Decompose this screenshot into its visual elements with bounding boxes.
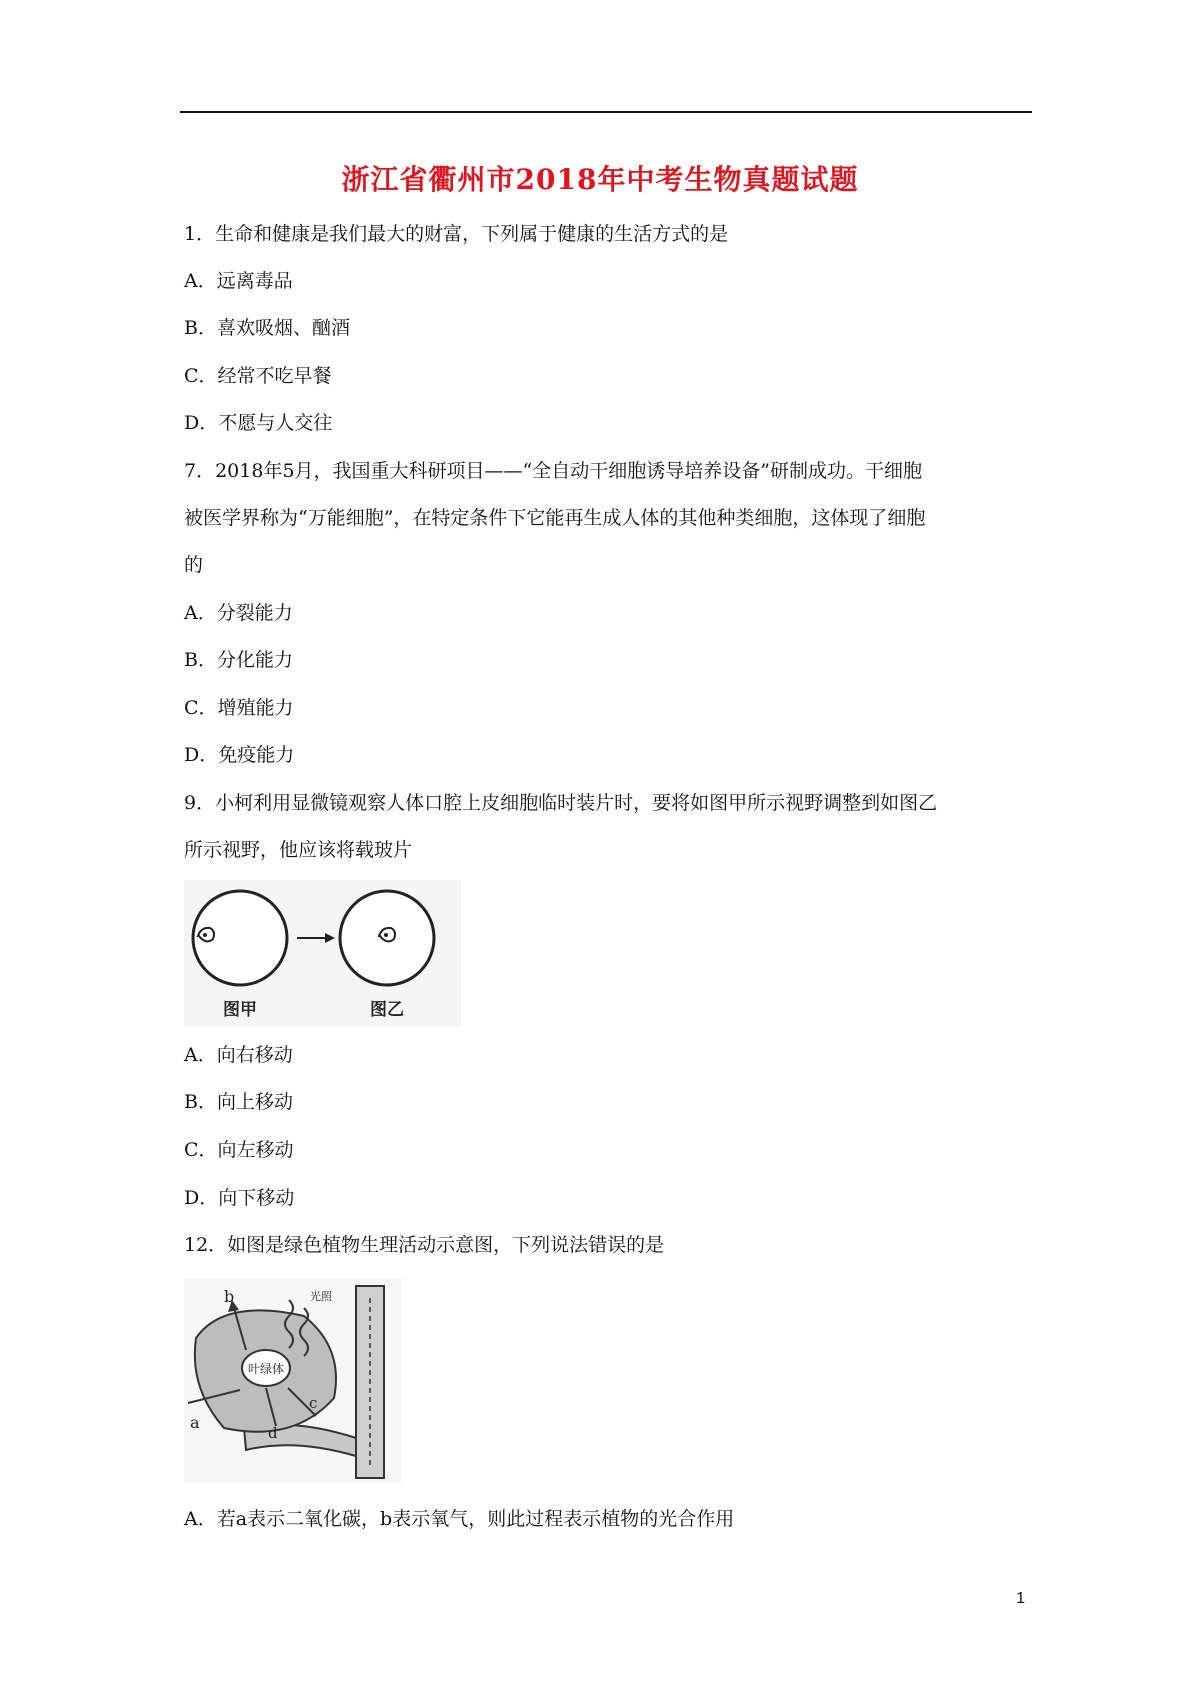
q12-stem: 12．如图是绿色植物生理活动示意图，下列说法错误的是 (184, 1234, 665, 1256)
q1-option-d: D．不愿与人交往 (184, 412, 333, 434)
q7-stem-line2: 被医学界称为“万能细胞”，在特定条件下它能再生成人体的其他种类细胞，这体现了细胞 (184, 507, 926, 529)
q9-option-d: D．向下移动 (184, 1187, 295, 1209)
q1-option-a: A．远离毒品 (184, 270, 293, 292)
q1-option-c: C．经常不吃早餐 (184, 365, 332, 387)
cell-nucleus-left (203, 933, 207, 937)
page-title: 浙江省衢州市2018年中考生物真题试题 (341, 163, 859, 196)
q9-option-c: C．向左移动 (184, 1139, 294, 1161)
q1-option-b: B．喜欢吸烟、酗酒 (184, 317, 350, 339)
header-rule (180, 111, 1032, 113)
field-circle-left (193, 891, 287, 985)
label-a: a (190, 1413, 200, 1432)
q9-option-a: A．向右移动 (184, 1044, 293, 1066)
q7-option-c: C．增殖能力 (184, 697, 294, 719)
chloroplast-label: 叶绿体 (247, 1362, 285, 1376)
cell-nucleus-right (384, 933, 388, 937)
q7-stem-line1: 7．2018年5月，我国重大科研项目——“全自动干细胞诱导培养设备”研制成功。干细胞 (184, 460, 922, 482)
figure-label-right: 图乙 (370, 1000, 404, 1020)
q1-stem: 1．生命和健康是我们最大的财富，下列属于健康的生活方式的是 (184, 223, 729, 245)
plant-physiology-figure (184, 1278, 402, 1483)
label-b: b (224, 1287, 235, 1306)
label-c: c (309, 1394, 318, 1412)
field-circle-right (340, 891, 434, 985)
q12-option-a: A．若a表示二氧化碳，b表示氧气，则此过程表示植物的光合作用 (184, 1508, 735, 1530)
figure-label-left: 图甲 (223, 1000, 257, 1020)
q7-option-a: A．分裂能力 (184, 602, 293, 624)
q9-stem-line1: 9．小柯利用显微镜观察人体口腔上皮细胞临时装片时，要将如图甲所示视野调整到如图乙 (184, 792, 938, 814)
q7-option-b: B．分化能力 (184, 649, 293, 671)
page-number: 1 (1016, 1590, 1025, 1607)
microscope-field-figure (184, 880, 461, 1027)
q7-stem-line3: 的 (184, 554, 204, 576)
light-label: 光照 (310, 1290, 332, 1303)
q9-stem-line2: 所示视野，他应该将载玻片 (184, 839, 413, 861)
label-d: d (268, 1424, 278, 1442)
q9-option-b: B．向上移动 (184, 1091, 293, 1113)
q7-option-d: D．免疫能力 (184, 744, 295, 766)
